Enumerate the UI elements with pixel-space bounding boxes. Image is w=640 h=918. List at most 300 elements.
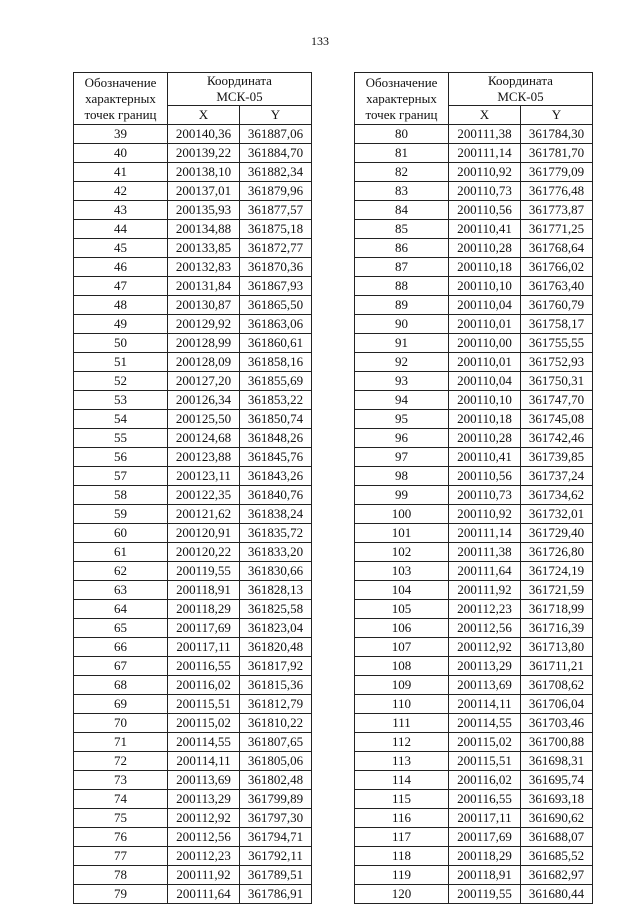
table-row [74,790,312,809]
x-coordinate-cell: 200113,69 [168,771,240,790]
y-coordinate-cell: 361850,74 [240,410,312,429]
x-coordinate-cell: 200113,69 [449,676,521,695]
table-row [74,828,312,847]
y-coordinate-cell: 361680,44 [521,885,593,904]
point-number-cell: 67 [74,657,168,676]
table-row [355,334,593,353]
designation-header [74,73,168,125]
x-coordinate-cell: 200111,92 [449,581,521,600]
x-coordinate-cell: 200110,28 [449,429,521,448]
x-coordinate-cell: 200140,36 [168,125,240,144]
y-coordinate-cell: 361867,93 [240,277,312,296]
table-row [355,467,593,486]
x-coordinate-cell: 200130,87 [168,296,240,315]
y-coordinate-cell: 361840,76 [240,486,312,505]
point-number-cell: 53 [74,391,168,410]
point-number-cell: 115 [355,790,449,809]
table-row [355,885,593,904]
point-number-cell: 60 [74,524,168,543]
table-row [355,562,593,581]
x-coordinate-cell: 200115,02 [449,733,521,752]
x-coordinate-cell: 200110,10 [449,277,521,296]
x-coordinate-cell: 200110,56 [449,467,521,486]
y-coordinate-cell: 361860,61 [240,334,312,353]
point-number-cell: 106 [355,619,449,638]
y-coordinate-cell: 361887,06 [240,125,312,144]
table-row [74,581,312,600]
x-coordinate-cell: 200110,04 [449,372,521,391]
coordinates-body-right [355,125,593,904]
table-row [74,144,312,163]
x-coordinate-cell: 200137,01 [168,182,240,201]
table-row [355,638,593,657]
table-row [74,524,312,543]
table-row [355,828,593,847]
table-row [355,163,593,182]
y-coordinate-cell: 361797,30 [240,809,312,828]
point-number-cell: 120 [355,885,449,904]
point-number-cell: 85 [355,220,449,239]
x-coordinate-cell: 200122,35 [168,486,240,505]
y-coordinate-cell: 361713,80 [521,638,593,657]
point-number-cell: 113 [355,752,449,771]
point-number-cell: 76 [74,828,168,847]
x-coordinate-cell: 200120,91 [168,524,240,543]
y-coordinate-cell: 361685,52 [521,847,593,866]
y-coordinate-cell: 361760,79 [521,296,593,315]
y-coordinate-cell: 361737,24 [521,467,593,486]
x-coordinate-cell: 200117,69 [449,828,521,847]
table-row [74,676,312,695]
x-coordinate-cell: 200117,11 [168,638,240,657]
y-coordinate-cell: 361843,26 [240,467,312,486]
y-coordinate-cell: 361771,25 [521,220,593,239]
point-number-cell: 104 [355,581,449,600]
y-coordinate-cell: 361690,62 [521,809,593,828]
x-coordinate-cell: 200128,09 [168,353,240,372]
table-row [74,239,312,258]
point-number-cell: 61 [74,543,168,562]
y-coordinate-cell: 361828,13 [240,581,312,600]
point-number-cell: 110 [355,695,449,714]
point-number-cell: 82 [355,163,449,182]
designation-header-line3: точек границ [365,106,438,122]
point-number-cell: 89 [355,296,449,315]
table-row [355,752,593,771]
table-row [74,182,312,201]
x-coordinate-cell: 200110,00 [449,334,521,353]
table-row [355,391,593,410]
table-row [74,600,312,619]
coordinate-header [449,73,593,106]
point-number-cell: 70 [74,714,168,733]
point-number-cell: 73 [74,771,168,790]
x-coordinate-cell: 200110,73 [449,182,521,201]
x-coordinate-cell: 200114,55 [168,733,240,752]
y-coordinate-cell: 361838,24 [240,505,312,524]
x-coordinate-cell: 200110,01 [449,315,521,334]
point-number-cell: 59 [74,505,168,524]
y-coordinate-cell: 361688,07 [521,828,593,847]
table-row [74,296,312,315]
designation-header-line2: характерных [85,90,156,106]
x-coordinate-cell: 200116,55 [168,657,240,676]
table-row [355,296,593,315]
y-coordinate-cell: 361853,22 [240,391,312,410]
x-coordinate-cell: 200112,56 [168,828,240,847]
y-coordinate-cell: 361817,92 [240,657,312,676]
x-coordinate-cell: 200113,29 [168,790,240,809]
table-row [74,752,312,771]
point-number-cell: 71 [74,733,168,752]
point-number-cell: 58 [74,486,168,505]
x-coordinate-cell: 200110,04 [449,296,521,315]
y-coordinate-cell: 361799,89 [240,790,312,809]
table-row [355,372,593,391]
x-coordinate-cell: 200112,23 [168,847,240,866]
y-coordinate-cell: 361833,20 [240,543,312,562]
y-coordinate-cell: 361711,21 [521,657,593,676]
x-coordinate-cell: 200118,91 [449,866,521,885]
table-row [355,182,593,201]
y-coordinate-cell: 361708,62 [521,676,593,695]
y-coordinate-cell: 361773,87 [521,201,593,220]
point-number-cell: 78 [74,866,168,885]
point-number-cell: 91 [355,334,449,353]
x-coordinate-cell: 200117,69 [168,619,240,638]
table-row [74,733,312,752]
y-coordinate-cell: 361729,40 [521,524,593,543]
table-row [355,239,593,258]
x-coordinate-cell: 200117,11 [449,809,521,828]
y-coordinate-cell: 361726,80 [521,543,593,562]
table-row [355,581,593,600]
table-row [355,771,593,790]
table-row [74,619,312,638]
y-coordinate-cell: 361805,06 [240,752,312,771]
point-number-cell: 102 [355,543,449,562]
x-coordinate-cell: 200115,02 [168,714,240,733]
table-row [355,144,593,163]
point-number-cell: 112 [355,733,449,752]
x-coordinate-cell: 200116,55 [449,790,521,809]
y-coordinate-cell: 361776,48 [521,182,593,201]
table-row [74,505,312,524]
x-coordinate-cell: 200111,38 [449,543,521,562]
x-coordinate-cell: 200138,10 [168,163,240,182]
table-row [355,790,593,809]
y-coordinate-cell: 361768,64 [521,239,593,258]
x-coordinate-cell: 200123,88 [168,448,240,467]
y-coordinate-cell: 361807,65 [240,733,312,752]
x-coordinate-cell: 200112,56 [449,619,521,638]
point-number-cell: 92 [355,353,449,372]
x-coordinate-cell: 200111,14 [449,144,521,163]
x-coordinate-cell: 200133,85 [168,239,240,258]
table-row [74,429,312,448]
y-coordinate-cell: 361865,50 [240,296,312,315]
x-coordinate-cell: 200111,64 [168,885,240,904]
designation-header-line1: Обозначение [365,74,438,90]
point-number-cell: 118 [355,847,449,866]
designation-header [355,73,449,125]
y-coordinate-cell: 361742,46 [521,429,593,448]
y-coordinate-cell: 361858,16 [240,353,312,372]
y-coordinate-cell: 361845,76 [240,448,312,467]
y-coordinate-cell: 361700,88 [521,733,593,752]
y-coordinate-cell: 361848,26 [240,429,312,448]
point-number-cell: 68 [74,676,168,695]
y-coordinate-cell: 361703,46 [521,714,593,733]
point-number-cell: 79 [74,885,168,904]
y-coordinate-cell: 361855,69 [240,372,312,391]
x-coordinate-cell: 200112,92 [168,809,240,828]
table-row [355,353,593,372]
table-row [74,467,312,486]
y-coordinate-cell: 361779,09 [521,163,593,182]
point-number-cell: 90 [355,315,449,334]
x-coordinate-cell: 200110,41 [449,448,521,467]
table-row [74,372,312,391]
y-coordinate-cell: 361695,74 [521,771,593,790]
point-number-cell: 75 [74,809,168,828]
table-row [355,733,593,752]
point-number-cell: 52 [74,372,168,391]
point-number-cell: 84 [355,201,449,220]
x-coordinate-cell: 200110,28 [449,239,521,258]
table-row [74,315,312,334]
x-coordinate-cell: 200120,22 [168,543,240,562]
x-coordinate-cell: 200110,73 [449,486,521,505]
y-coordinate-cell: 361718,99 [521,600,593,619]
point-number-cell: 103 [355,562,449,581]
point-number-cell: 42 [74,182,168,201]
table-row [74,847,312,866]
point-number-cell: 66 [74,638,168,657]
x-coordinate-cell: 200111,92 [168,866,240,885]
table-row [355,866,593,885]
point-number-cell: 65 [74,619,168,638]
x-coordinate-cell: 200125,50 [168,410,240,429]
x-coordinate-cell: 200135,93 [168,201,240,220]
point-number-cell: 119 [355,866,449,885]
table-row [74,258,312,277]
y-coordinate-cell: 361825,58 [240,600,312,619]
y-coordinate-cell: 361823,04 [240,619,312,638]
y-coordinate-cell: 361682,97 [521,866,593,885]
table-row [74,334,312,353]
y-coordinate-cell: 361784,30 [521,125,593,144]
point-number-cell: 107 [355,638,449,657]
point-number-cell: 62 [74,562,168,581]
table-row [74,391,312,410]
point-number-cell: 97 [355,448,449,467]
x-coordinate-cell: 200112,92 [449,638,521,657]
point-number-cell: 117 [355,828,449,847]
point-number-cell: 99 [355,486,449,505]
x-coordinate-cell: 200121,62 [168,505,240,524]
x-header: X [449,106,521,125]
point-number-cell: 39 [74,125,168,144]
point-number-cell: 48 [74,296,168,315]
table-row [355,315,593,334]
y-coordinate-cell: 361716,39 [521,619,593,638]
point-number-cell: 40 [74,144,168,163]
x-coordinate-cell: 200111,38 [449,125,521,144]
point-number-cell: 49 [74,315,168,334]
y-coordinate-cell: 361745,08 [521,410,593,429]
x-coordinate-cell: 200126,34 [168,391,240,410]
x-coordinate-cell: 200114,11 [168,752,240,771]
x-coordinate-cell: 200114,55 [449,714,521,733]
y-coordinate-cell: 361752,93 [521,353,593,372]
table-row [74,695,312,714]
y-coordinate-cell: 361693,18 [521,790,593,809]
point-number-cell: 45 [74,239,168,258]
y-coordinate-cell: 361706,04 [521,695,593,714]
table-row [355,809,593,828]
y-coordinate-cell: 361755,55 [521,334,593,353]
x-coordinate-cell: 200110,10 [449,391,521,410]
point-number-cell: 41 [74,163,168,182]
coordinate-header-line2: МСК-05 [216,89,263,104]
table-row [355,847,593,866]
table-row [74,657,312,676]
point-number-cell: 47 [74,277,168,296]
y-coordinate-cell: 361758,17 [521,315,593,334]
x-coordinate-cell: 200110,18 [449,258,521,277]
y-coordinate-cell: 361734,62 [521,486,593,505]
y-coordinate-cell: 361792,11 [240,847,312,866]
point-number-cell: 94 [355,391,449,410]
y-coordinate-cell: 361863,06 [240,315,312,334]
y-coordinate-cell: 361698,31 [521,752,593,771]
point-number-cell: 55 [74,429,168,448]
point-number-cell: 56 [74,448,168,467]
table-row [355,448,593,467]
x-coordinate-cell: 200113,29 [449,657,521,676]
table-row [74,866,312,885]
y-coordinate-cell: 361789,51 [240,866,312,885]
x-coordinate-cell: 200114,11 [449,695,521,714]
x-coordinate-cell: 200116,02 [449,771,521,790]
y-coordinate-cell: 361872,77 [240,239,312,258]
table-row [74,277,312,296]
y-coordinate-cell: 361750,31 [521,372,593,391]
table-row [74,410,312,429]
table-row [355,543,593,562]
y-coordinate-cell: 361870,36 [240,258,312,277]
point-number-cell: 98 [355,467,449,486]
point-number-cell: 50 [74,334,168,353]
x-coordinate-cell: 200139,22 [168,144,240,163]
x-coordinate-cell: 200131,84 [168,277,240,296]
table-row [74,220,312,239]
point-number-cell: 74 [74,790,168,809]
table-row [74,714,312,733]
point-number-cell: 77 [74,847,168,866]
x-coordinate-cell: 200110,41 [449,220,521,239]
y-coordinate-cell: 361786,91 [240,885,312,904]
table-row [355,410,593,429]
coordinates-body-left [74,125,312,904]
point-number-cell: 51 [74,353,168,372]
y-coordinate-cell: 361739,85 [521,448,593,467]
x-coordinate-cell: 200112,23 [449,600,521,619]
y-coordinate-cell: 361766,02 [521,258,593,277]
designation-header-line2: характерных [366,90,437,106]
x-coordinate-cell: 200111,64 [449,562,521,581]
table-row [355,524,593,543]
x-coordinate-cell: 200111,14 [449,524,521,543]
x-coordinate-cell: 200118,29 [168,600,240,619]
x-header: X [168,106,240,125]
point-number-cell: 72 [74,752,168,771]
y-coordinate-cell: 361882,34 [240,163,312,182]
x-coordinate-cell: 200115,51 [168,695,240,714]
x-coordinate-cell: 200128,99 [168,334,240,353]
point-number-cell: 105 [355,600,449,619]
y-coordinate-cell: 361781,70 [521,144,593,163]
x-coordinate-cell: 200119,55 [449,885,521,904]
point-number-cell: 96 [355,429,449,448]
y-coordinate-cell: 361884,70 [240,144,312,163]
point-number-cell: 93 [355,372,449,391]
table-row [355,695,593,714]
coordinates-table-left [73,72,312,904]
y-coordinate-cell: 361721,59 [521,581,593,600]
x-coordinate-cell: 200118,91 [168,581,240,600]
table-row [355,657,593,676]
point-number-cell: 86 [355,239,449,258]
point-number-cell: 88 [355,277,449,296]
page-number: 133 [311,34,329,48]
table-row [74,486,312,505]
table-row [74,562,312,581]
y-coordinate-cell: 361812,79 [240,695,312,714]
x-coordinate-cell: 200115,51 [449,752,521,771]
y-header: Y [521,106,593,125]
designation-header-line1: Обозначение [84,74,157,90]
table-row [74,885,312,904]
x-coordinate-cell: 200127,20 [168,372,240,391]
x-coordinate-cell: 200124,68 [168,429,240,448]
y-coordinate-cell: 361830,66 [240,562,312,581]
coordinate-header-line1: Координата [488,73,553,88]
x-coordinate-cell: 200110,01 [449,353,521,372]
designation-header-line3: точек границ [84,106,157,122]
point-number-cell: 116 [355,809,449,828]
table-row [355,600,593,619]
y-coordinate-cell: 361879,96 [240,182,312,201]
point-number-cell: 81 [355,144,449,163]
x-coordinate-cell: 200129,92 [168,315,240,334]
y-header: Y [240,106,312,125]
table-row [355,125,593,144]
y-coordinate-cell: 361875,18 [240,220,312,239]
point-number-cell: 100 [355,505,449,524]
y-coordinate-cell: 361747,70 [521,391,593,410]
table-row [74,771,312,790]
table-row [74,353,312,372]
y-coordinate-cell: 361835,72 [240,524,312,543]
point-number-cell: 69 [74,695,168,714]
point-number-cell: 43 [74,201,168,220]
table-row [74,201,312,220]
table-row [74,448,312,467]
table-row [355,220,593,239]
table-row [355,676,593,695]
